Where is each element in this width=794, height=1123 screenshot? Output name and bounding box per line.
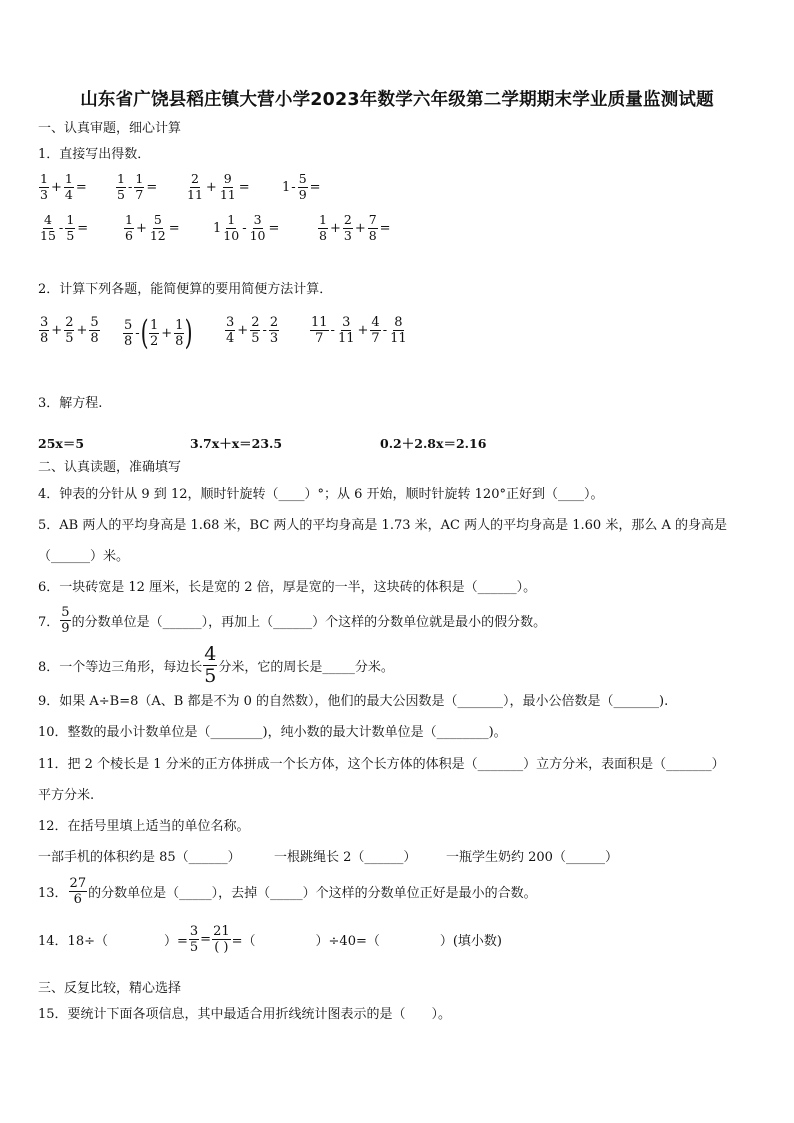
question-4: 4．钟表的分针从 9 到 12，顺时针旋转（____）°；从 6 开始，顺时针旋转 120°正好到（____）。: [38, 487, 604, 502]
q1-item-e: $\frac{4}{15}$ - $\frac{1}{5}$ =: [40, 212, 89, 243]
question-11-line-1: 11．把 2 个棱长是 1 分米的正方体拼成一个长方体，这个长方体的体积是（_______）立方分米，表面积是（_______）: [38, 757, 725, 772]
question-1: 1．直接写出得数．: [38, 147, 151, 162]
question-8: 8．一个等边三角形，每边长 $\frac{4}{5}$ 分米，它的周长是_____分米。: [38, 643, 394, 687]
question-13: 13． $\frac{27}{6}$ 的分数单位是（_____），去掉（_____）个这样的分数单位正好是最小的合数。: [38, 876, 537, 907]
q3-equation-1: 25x＝5: [38, 436, 85, 451]
q1-item-g: 1 $\frac{1}{10}$ - $\frac{3}{10}$ =: [213, 212, 280, 243]
q1-item-c: $\frac{2}{11}$ + $\frac{9}{11}$ =: [187, 171, 250, 202]
question-7: 7． $\frac{5}{9}$ 的分数单位是（______），再加上（______）个这样的分数单位就是最小的假分数。: [38, 605, 547, 636]
question-3: 3．解方程.: [38, 396, 103, 411]
page-title: 山东省广饶县稻庄镇大营小学2023年数学六年级第二学期期末学业质量监测试题: [80, 90, 714, 110]
q3-equation-2: 3.7x＋x＝23.5: [190, 436, 283, 451]
q1-item-h: $\frac{1}{8}$ + $\frac{2}{3}$ + $\frac{7}{8}$ =: [319, 212, 391, 243]
section-2-heading: 二、认真读题，准确填写: [38, 460, 182, 475]
q2-item-a: $\frac{3}{8}$ + $\frac{2}{5}$ + $\frac{5}{8}$: [40, 315, 99, 346]
question-11-line-2: 平方分米.: [38, 788, 95, 803]
q2-item-b: $\frac{5}{8}$ - ( $\frac{1}{2}$ + $\frac{1}{8}$ ): [124, 313, 194, 353]
question-5-line-1: 5．AB 两人的平均身高是 1.68 米，BC 两人的平均身高是 1.73 米，AC 两人的平均身高是 1.60 米，那么 A 的身高是: [38, 518, 727, 533]
q1-item-b: $\frac{1}{5}$ - $\frac{1}{7}$ =: [117, 171, 158, 202]
question-5-line-2: （______）米。: [38, 549, 130, 564]
question-12: 12．在括号里填上适当的单位名称。: [38, 819, 250, 834]
q12-item-1: 一部手机的体积约是 85（______）: [38, 850, 241, 865]
question-10: 10．整数的最小计数单位是（________)，纯小数的最大计数单位是（________)。: [38, 725, 507, 740]
question-2: 2．计算下列各题，能简便算的要用简便方法计算．: [38, 282, 333, 297]
section-1-heading: 一、认真审题，细心计算: [38, 121, 182, 136]
q2-item-c: $\frac{3}{4}$ + $\frac{2}{5}$ - $\frac{2}{3}$: [226, 315, 279, 346]
q2-item-d: $\frac{11}{7}$ - $\frac{3}{11}$ + $\frac{4}{7}$ - $\frac{8}{11}$: [311, 315, 407, 346]
q12-item-3: 一瓶学生奶约 200（______）: [446, 850, 618, 865]
q1-item-f: $\frac{1}{6}$ + $\frac{5}{12}$ =: [125, 212, 180, 243]
question-14: 14．18÷（ ）= $\frac{3}{5}$ = $\frac{21}{( )}$ =（ ）÷40=（ ）(填小数): [38, 924, 503, 955]
section-3-heading: 三、反复比较，精心选择: [38, 981, 182, 996]
q1-item-d: 1 - $\frac{5}{9}$ =: [282, 171, 321, 202]
question-9: 9．如果 A÷B=8（A、B 都是不为 0 的自然数），他们的最大公因数是（_______），最小公倍数是（_______).: [38, 694, 669, 709]
question-15: 15．要统计下面各项信息，其中最适合用折线统计图表示的是（ ）。: [38, 1007, 452, 1022]
q1-item-a: $\frac{1}{3}$ + $\frac{1}{4}$ =: [40, 171, 87, 202]
question-6: 6．一块砖宽是 12 厘米，长是宽的 2 倍，厚是宽的一半，这块砖的体积是（______）。: [38, 580, 537, 595]
q12-item-2: 一根跳绳长 2（______）: [274, 850, 417, 865]
q3-equation-3: 0.2＋2.8x＝2.16: [380, 436, 487, 451]
